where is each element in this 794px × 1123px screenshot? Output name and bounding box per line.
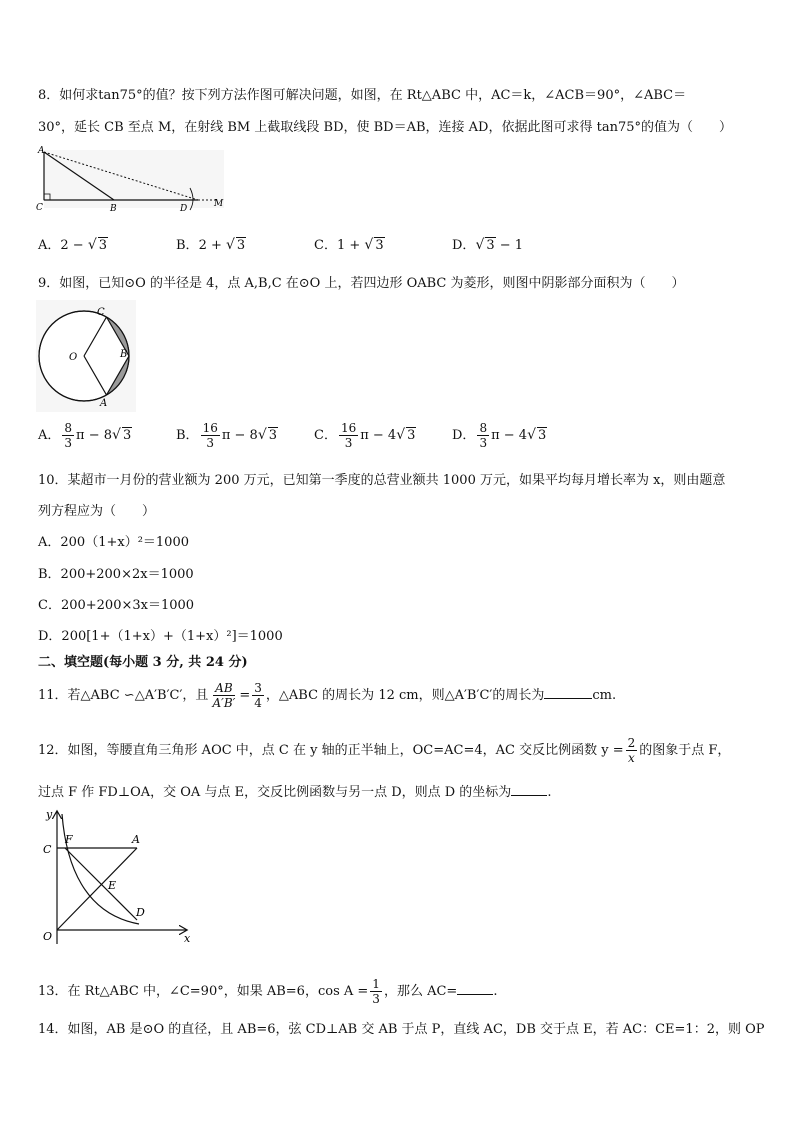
q12-label-D: D xyxy=(136,906,145,919)
q8-label-B: B xyxy=(110,204,117,214)
q12-label-E: E xyxy=(108,879,117,892)
q10-option-b: B．200+200×2x＝1000 xyxy=(38,567,194,582)
q8-option-d: D．√ 3 − 1 xyxy=(452,237,524,253)
q11-text: 11．若△ABC ∽△A′B′C′，且 $\frac{AB}{A'B'}$ = $\frac{3}{4}$ ，△ABC 的周长为 12 cm，则△A′B′C′的周长为 cm. xyxy=(38,681,617,710)
q9-figure xyxy=(36,300,136,412)
q8-option-c: C．1 + √ 3 xyxy=(314,237,384,253)
q13-answer-blank[interactable] xyxy=(457,994,493,995)
q10-option-a: A．200（1+x）²＝1000 xyxy=(38,535,189,550)
q10-option-c: C．200+200×3x＝1000 xyxy=(38,598,195,613)
q9-option-a: A． $\frac{8}{3}$ π − 8√ 3 xyxy=(38,421,132,450)
q8-line1: 8．如何求tan75°的值？按下列方法作图可解决问题，如图，在 Rt△ABC 中，AC＝k，∠ACB＝90°，∠ABC＝ xyxy=(38,88,687,103)
q9-option-b: B． $\frac{16}{3}$ π − 8√ 3 xyxy=(176,421,278,450)
q12-answer-blank[interactable] xyxy=(511,795,547,796)
q12-label-F: F xyxy=(65,833,73,846)
q14-text: 14．如图，AB 是⊙O 的直径，且 AB=6，弦 CD⊥AB 交 AB 于点 P，直线 AC，DB 交于点 E，若 AC：CE=1：2，则 OP xyxy=(38,1022,765,1037)
q8-label-A: A xyxy=(38,146,45,156)
q8-option-b: B．2 + √ 3 xyxy=(176,237,246,253)
q8-option-a: A．2 − √ 3 xyxy=(38,237,108,253)
q8-label-D: D xyxy=(180,204,188,214)
q12-label-A: A xyxy=(132,833,140,846)
q9-label-O: O xyxy=(69,352,78,363)
q9-option-c: C． $\frac{16}{3}$ π − 4√ 3 xyxy=(314,421,416,450)
q12-label-O: O xyxy=(43,930,53,943)
q9-label-B: B xyxy=(120,349,128,360)
section-heading: 二、填空题(每小题 3 分, 共 24 分) xyxy=(38,655,248,670)
q9-text: 9．如图，已知⊙O 的半径是 4，点 A,B,C 在⊙O 上，若四边形 OABC 为菱形，则图中阴影部分面积为（ ） xyxy=(38,276,685,291)
q10-option-d: D．200[1+（1+x）+（1+x）²]＝1000 xyxy=(38,629,283,644)
q11-answer-blank[interactable] xyxy=(544,698,592,699)
q9-label-C: C xyxy=(97,307,105,318)
q10-line1: 10．某超市一月份的营业额为 200 万元，已知第一季度的总营业额共 1000 万元，如果平均每月增长率为 x，则由题意 xyxy=(38,473,726,488)
q13-text: 13．在 Rt△ABC 中，∠C=90°，如果 AB=6，cos A = $\frac{1}{3}$ ，那么 AC= . xyxy=(38,977,498,1006)
q9-option-d: D． $\frac{8}{3}$ π − 4√ 3 xyxy=(452,421,547,450)
q8-line2: 30°，延长 CB 至点 M，在射线 BM 上截取线段 BD，使 BD＝AB，连接 AD，依据此图可求得 tan75°的值为（ ） xyxy=(38,120,733,135)
q8-label-C: C xyxy=(36,203,43,213)
q12-label-x: x xyxy=(184,932,191,945)
q12-label-C: C xyxy=(43,843,52,856)
q12-label-y: y xyxy=(46,808,53,821)
q10-line2: 列方程应为（ ） xyxy=(38,504,156,519)
q12-line1: 12．如图，等腰直角三角形 AOC 中，点 C 在 y 轴的正半轴上，OC=AC=4，AC 交反比例函数 y = $\frac{2}{x}$ 的图象于点 F， xyxy=(38,736,731,765)
q8-label-M: M xyxy=(214,199,224,209)
q8-figure xyxy=(30,144,230,216)
q12-figure xyxy=(34,804,196,950)
q12-line2: 过点 F 作 FD⊥OA，交 OA 与点 E，交反比例函数与另一点 D，则点 D 的坐标为 . xyxy=(38,785,552,800)
q9-label-A: A xyxy=(100,398,108,409)
